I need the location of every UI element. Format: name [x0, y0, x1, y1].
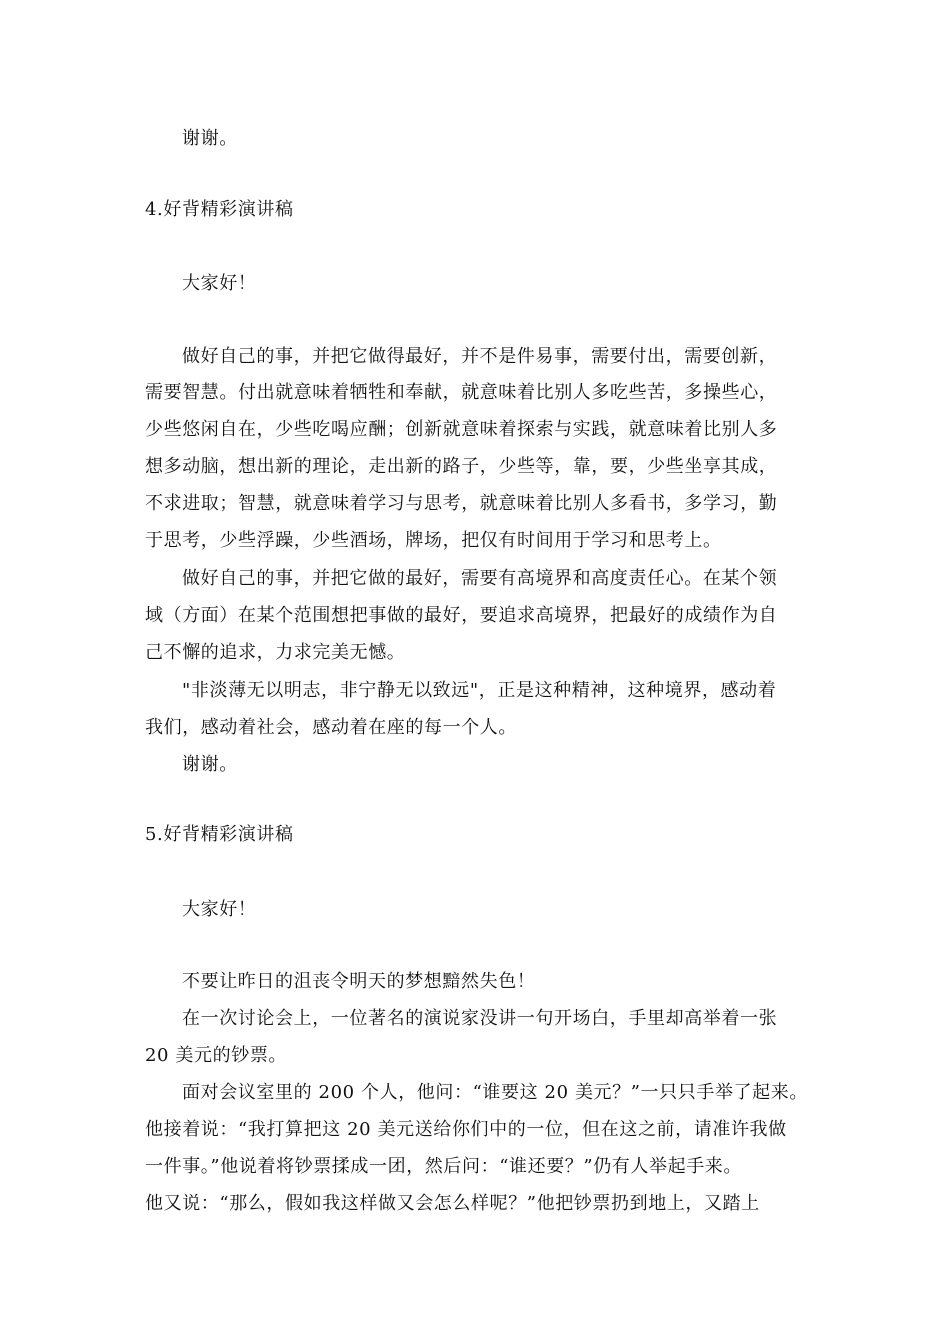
- section-4-p2-line-3: 己不懈的追求，力求完美无憾。: [145, 642, 406, 663]
- section-5-greeting: 大家好！: [182, 899, 257, 920]
- section-4-greeting: 大家好！: [182, 273, 257, 294]
- section-4-p1-line-1: 做好自己的事，并把它做得最好，并不是件易事，需要付出，需要创新，: [182, 346, 778, 367]
- section-4-p2-line-2: 域（方面）在某个范围想把事做的最好，要追求高境界，把最好的成绩作为自: [145, 605, 778, 626]
- section-5-p3-line-1: 面对会议室里的 200 个人，他问：“谁要这 20 美元？”一只只手举了起来。: [182, 1082, 808, 1103]
- section-5-p3-line-3: 一件事。”他说着将钞票揉成一团，然后问：“谁还要？”仍有人举起手来。: [145, 1156, 743, 1177]
- section-5-p2-line-2: 20 美元的钞票。: [145, 1045, 288, 1066]
- section-4-p1-line-4: 想多动脑，想出新的理论，走出新的路子，少些等，靠，要，少些坐享其成，: [145, 456, 778, 477]
- section-5-p3-line-2: 他接着说：“我打算把这 20 美元送给你们中的一位，但在这之前，请准许我做: [145, 1119, 787, 1140]
- section-4-p2-line-1: 做好自己的事，并把它做的最好，需要有高境界和高度责任心。在某个领: [182, 568, 778, 589]
- section-4-p3-line-1: "非淡薄无以明志，非宁静无以致远"，正是这种精神，这种境界，感动着: [182, 680, 777, 701]
- section-4-p1-line-5: 不求进取；智慧，就意味着学习与思考，就意味着比别人多看书，多学习，勤: [145, 493, 778, 514]
- section-5-p2-line-1: 在一次讨论会上，一位著名的演说家没讲一句开场白，手里却高举着一张: [182, 1008, 778, 1029]
- closing-thanks: 谢谢。: [182, 128, 238, 149]
- section-4-heading: 4.好背精彩演讲稿: [145, 199, 294, 220]
- section-4-p3-line-2: 我们，感动着社会，感动着在座的每一个人。: [145, 717, 517, 738]
- section-4-p1-line-3: 少些悠闲自在，少些吃喝应酬；创新就意味着探索与实践，就意味着比别人多: [145, 419, 778, 440]
- section-4-p1-line-2: 需要智慧。付出就意味着牺牲和奉献，就意味着比别人多吃些苦，多操些心，: [145, 382, 778, 403]
- section-5-p3-line-4: 他又说：“那么，假如我这样做又会怎么样呢？”他把钞票扔到地上，又踏上: [145, 1193, 760, 1214]
- section-4-p1-line-6: 于思考，少些浮躁，少些酒场，牌场，把仅有时间用于学习和思考上。: [145, 530, 722, 551]
- section-5-heading: 5.好背精彩演讲稿: [145, 824, 294, 845]
- section-4-thanks: 谢谢。: [182, 754, 238, 775]
- section-5-p1: 不要让昨日的沮丧令明天的梦想黯然失色！: [182, 971, 536, 992]
